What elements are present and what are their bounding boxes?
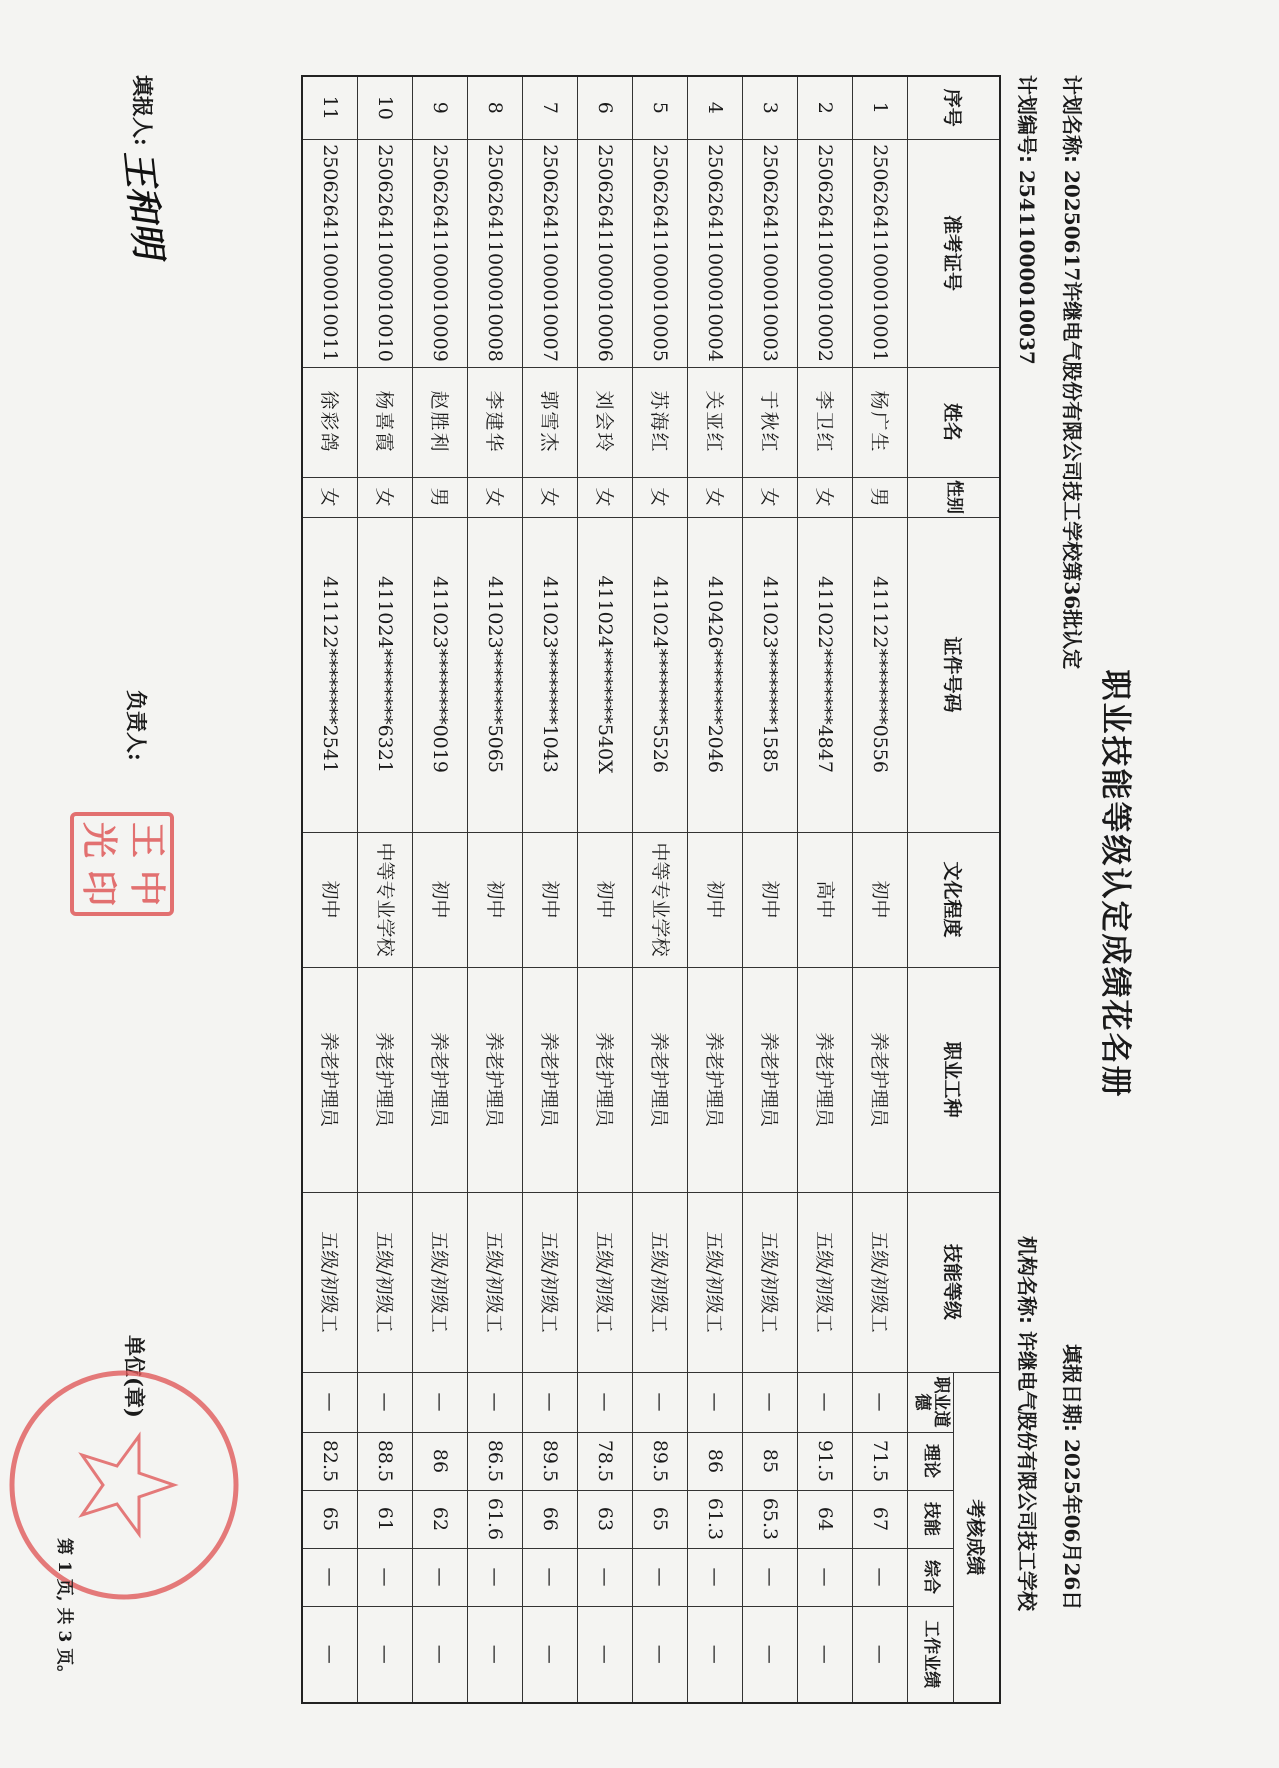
- cell-level: 五级/初级工: [633, 1192, 688, 1372]
- col-performance-header: 工作业绩: [908, 1606, 954, 1703]
- cell-occupation: 养老护理员: [743, 967, 798, 1192]
- cell-education: 初中: [578, 832, 633, 967]
- cell-seq: 11: [303, 76, 359, 139]
- cell-skill: 65.3: [743, 1490, 798, 1548]
- cell-seq: 7: [523, 76, 578, 139]
- cell-gender: 男: [853, 477, 908, 517]
- cell-ticket: 250626411000010010: [358, 139, 413, 367]
- table-row: [413, 76, 468, 1703]
- cell-theory: 71.5: [853, 1432, 908, 1490]
- cell-overall: —: [523, 1548, 578, 1606]
- col-education-header: 文化程度: [908, 832, 1000, 967]
- col-overall-header: 综合: [908, 1548, 954, 1606]
- table-row: [523, 76, 578, 1703]
- cell-occupation: 养老护理员: [798, 967, 853, 1192]
- cell-education: 中等专业学校: [358, 832, 413, 967]
- cell-education: 初中: [688, 832, 743, 967]
- cell-seq: 6: [578, 76, 633, 139]
- col-ethics-header: 职业道德: [908, 1372, 954, 1432]
- cell-theory: 86.5: [468, 1432, 523, 1490]
- table-row: [688, 76, 743, 1703]
- cell-level: 五级/初级工: [743, 1192, 798, 1372]
- responsible-label: 负责人:: [124, 690, 149, 761]
- cell-name: 苏海红: [633, 367, 688, 477]
- cell-overall: —: [798, 1548, 853, 1606]
- cell-ethics: —: [743, 1372, 798, 1432]
- col-skill-header: 技能: [908, 1490, 954, 1548]
- col-name-header: 姓名: [908, 367, 1000, 477]
- cell-id: 411024********5526: [633, 517, 688, 832]
- cell-performance: —: [578, 1606, 633, 1703]
- cell-occupation: 养老护理员: [688, 967, 743, 1192]
- cell-skill: 61.3: [688, 1490, 743, 1548]
- cell-id: 410426********2046: [688, 517, 743, 832]
- cell-seq: 3: [743, 76, 798, 139]
- cell-occupation: 养老护理员: [303, 967, 359, 1192]
- cell-ethics: —: [358, 1372, 413, 1432]
- table-row: [358, 76, 413, 1703]
- cell-gender: 女: [358, 477, 413, 517]
- cell-occupation: 养老护理员: [633, 967, 688, 1192]
- cell-seq: 5: [633, 76, 688, 139]
- cell-education: 中等专业学校: [633, 832, 688, 967]
- cell-level: 五级/初级工: [798, 1192, 853, 1372]
- cell-level: 五级/初级工: [358, 1192, 413, 1372]
- cell-overall: —: [743, 1548, 798, 1606]
- cell-seq: 1: [853, 76, 908, 139]
- cell-name: 刘会玲: [578, 367, 633, 477]
- cell-education: 初中: [413, 832, 468, 967]
- document-title: 职业技能等级认定成绩花名册: [1097, 669, 1133, 1099]
- cell-ethics: —: [523, 1372, 578, 1432]
- cell-level: 五级/初级工: [413, 1192, 468, 1372]
- cell-ethics: —: [798, 1372, 853, 1432]
- cell-name: 杨喜霞: [358, 367, 413, 477]
- cell-ticket: 250626411000010005: [633, 139, 688, 367]
- col-ticket-header: 准考证号: [908, 139, 1000, 367]
- table-row: [853, 76, 908, 1703]
- cell-education: 初中: [303, 832, 359, 967]
- personal-seal-char: 王: [126, 821, 167, 858]
- cell-overall: —: [413, 1548, 468, 1606]
- table-row: [743, 76, 798, 1703]
- cell-theory: 89.5: [523, 1432, 578, 1490]
- cell-performance: —: [688, 1606, 743, 1703]
- cell-performance: —: [358, 1606, 413, 1703]
- col-theory-header: 理论: [908, 1432, 954, 1490]
- personal-seal: [70, 812, 174, 916]
- cell-gender: 女: [303, 477, 359, 517]
- cell-skill: 65: [303, 1490, 359, 1548]
- cell-name: 关亚红: [688, 367, 743, 477]
- cell-occupation: 养老护理员: [413, 967, 468, 1192]
- cell-performance: —: [853, 1606, 908, 1703]
- cell-performance: —: [743, 1606, 798, 1703]
- cell-performance: —: [468, 1606, 523, 1703]
- org-label: 机构名称:: [1015, 1236, 1039, 1324]
- table-row: [798, 76, 853, 1703]
- cell-id: 411023********5065: [468, 517, 523, 832]
- cell-theory: 85: [743, 1432, 798, 1490]
- cell-gender: 女: [743, 477, 798, 517]
- cell-seq: 4: [688, 76, 743, 139]
- cell-level: 五级/初级工: [688, 1192, 743, 1372]
- cell-gender: 男: [413, 477, 468, 517]
- plan-no-label: 计划编号:: [1015, 75, 1039, 163]
- cell-ethics: —: [468, 1372, 523, 1432]
- cell-ethics: —: [413, 1372, 468, 1432]
- cell-ticket: 250626411000010009: [413, 139, 468, 367]
- cell-ticket: 250626411000010001: [853, 139, 908, 367]
- cell-occupation: 养老护理员: [523, 967, 578, 1192]
- table-row: [633, 76, 688, 1703]
- cell-seq: 8: [468, 76, 523, 139]
- plan-name-label: 计划名称:: [1060, 75, 1084, 163]
- cell-overall: —: [853, 1548, 908, 1606]
- cell-occupation: 养老护理员: [853, 967, 908, 1192]
- cell-performance: —: [633, 1606, 688, 1703]
- cell-education: 高中: [798, 832, 853, 967]
- cell-name: 徐彩鸽: [303, 367, 359, 477]
- cell-gender: 女: [688, 477, 743, 517]
- plan-name-value: 20250617许继电气股份有限公司技工学校第36批认定: [1060, 169, 1084, 670]
- official-round-seal: [0, 1360, 249, 1610]
- cell-name: 于秋红: [743, 367, 798, 477]
- org-line: [1014, 1236, 1043, 1611]
- cell-theory: 82.5: [303, 1432, 359, 1490]
- cell-performance: —: [413, 1606, 468, 1703]
- fill-date-label: 填报日期:: [1060, 1344, 1084, 1432]
- personal-seal-char: 中: [126, 869, 167, 906]
- fill-date-line: [1059, 1344, 1088, 1610]
- cell-ticket: 250626411000010011: [303, 139, 359, 367]
- cell-theory: 91.5: [798, 1432, 853, 1490]
- cell-ticket: 250626411000010003: [743, 139, 798, 367]
- cell-education: 初中: [468, 832, 523, 967]
- plan-no-value: 25411000010037: [1015, 169, 1039, 365]
- cell-overall: —: [688, 1548, 743, 1606]
- cell-overall: —: [303, 1548, 359, 1606]
- cell-id: 411122********0556: [853, 517, 908, 832]
- cell-education: 初中: [523, 832, 578, 967]
- cell-overall: —: [633, 1548, 688, 1606]
- cell-seq: 2: [798, 76, 853, 139]
- cell-theory: 89.5: [633, 1432, 688, 1490]
- col-occupation-header: 职业工种: [908, 967, 1000, 1192]
- roster-table: [302, 75, 1002, 1704]
- cell-performance: —: [303, 1606, 359, 1703]
- cell-gender: 女: [523, 477, 578, 517]
- page-indicator: 第 1 页, 共 3 页。: [54, 1538, 74, 1683]
- cell-gender: 女: [798, 477, 853, 517]
- cell-name: 赵胜利: [413, 367, 468, 477]
- cell-skill: 64: [798, 1490, 853, 1548]
- cell-overall: —: [358, 1548, 413, 1606]
- cell-overall: —: [468, 1548, 523, 1606]
- cell-ethics: —: [633, 1372, 688, 1432]
- cell-ticket: 250626411000010008: [468, 139, 523, 367]
- cell-ethics: —: [303, 1372, 359, 1432]
- cell-theory: 86: [688, 1432, 743, 1490]
- cell-level: 五级/初级工: [468, 1192, 523, 1372]
- fill-date-value: 2025年06月26日: [1060, 1438, 1084, 1611]
- table-row: [578, 76, 633, 1703]
- cell-skill: 63: [578, 1490, 633, 1548]
- cell-ethics: —: [578, 1372, 633, 1432]
- cell-name: 李卫红: [798, 367, 853, 477]
- header-row: [954, 76, 1000, 1703]
- cell-theory: 86: [413, 1432, 468, 1490]
- cell-id: 411024********6321: [358, 517, 413, 832]
- cell-name: 杨广生: [853, 367, 908, 477]
- cell-skill: 66: [523, 1490, 578, 1548]
- cell-ticket: 250626411000010002: [798, 139, 853, 367]
- cell-seq: 9: [413, 76, 468, 139]
- cell-level: 五级/初级工: [853, 1192, 908, 1372]
- cell-occupation: 养老护理员: [578, 967, 633, 1192]
- cell-gender: 女: [633, 477, 688, 517]
- filler-signature: 王和明: [116, 148, 170, 261]
- cell-ticket: 250626411000010007: [523, 139, 578, 367]
- cell-education: 初中: [743, 832, 798, 967]
- cell-gender: 女: [468, 477, 523, 517]
- cell-id: 411024********540X: [578, 517, 633, 832]
- cell-gender: 女: [578, 477, 633, 517]
- col-gender-header: 性别: [908, 477, 1000, 517]
- table-row: [303, 76, 359, 1703]
- table-row: [468, 76, 523, 1703]
- cell-ticket: 250626411000010004: [688, 139, 743, 367]
- col-id-header: 证件号码: [908, 517, 1000, 832]
- cell-ethics: —: [688, 1372, 743, 1432]
- cell-skill: 67: [853, 1490, 908, 1548]
- cell-name: 郭雪杰: [523, 367, 578, 477]
- unit-label: 单位(章): [122, 1335, 147, 1418]
- cell-performance: —: [798, 1606, 853, 1703]
- plan-no-line: [1014, 75, 1043, 365]
- cell-id: 411023********1043: [523, 517, 578, 832]
- cell-seq: 10: [358, 76, 413, 139]
- col-scores-group-header: 考核成绩: [954, 1372, 1000, 1703]
- col-level-header: 技能等级: [908, 1192, 1000, 1372]
- cell-education: 初中: [853, 832, 908, 967]
- cell-skill: 61.6: [468, 1490, 523, 1548]
- cell-level: 五级/初级工: [578, 1192, 633, 1372]
- personal-seal-char: 印: [78, 869, 119, 906]
- filler-label: 填报人:: [130, 75, 155, 146]
- org-value: 许继电气股份有限公司技工学校: [1015, 1330, 1039, 1611]
- cell-level: 五级/初级工: [523, 1192, 578, 1372]
- cell-id: 411022********4847: [798, 517, 853, 832]
- cell-ethics: —: [853, 1372, 908, 1432]
- cell-id: 411023********0019: [413, 517, 468, 832]
- cell-skill: 65: [633, 1490, 688, 1548]
- cell-id: 411122********2541: [303, 517, 359, 832]
- cell-skill: 61: [358, 1490, 413, 1548]
- cell-overall: —: [578, 1548, 633, 1606]
- cell-performance: —: [523, 1606, 578, 1703]
- cell-occupation: 养老护理员: [468, 967, 523, 1192]
- cell-skill: 62: [413, 1490, 468, 1548]
- cell-level: 五级/初级工: [303, 1192, 359, 1372]
- cell-id: 411023********1585: [743, 517, 798, 832]
- cell-theory: 88.5: [358, 1432, 413, 1490]
- cell-occupation: 养老护理员: [358, 967, 413, 1192]
- col-seq-header: 序号: [908, 76, 1000, 139]
- plan-name-line: [1059, 75, 1088, 669]
- personal-seal-char: 光: [78, 821, 119, 858]
- cell-ticket: 250626411000010006: [578, 139, 633, 367]
- cell-name: 李建华: [468, 367, 523, 477]
- cell-theory: 78.5: [578, 1432, 633, 1490]
